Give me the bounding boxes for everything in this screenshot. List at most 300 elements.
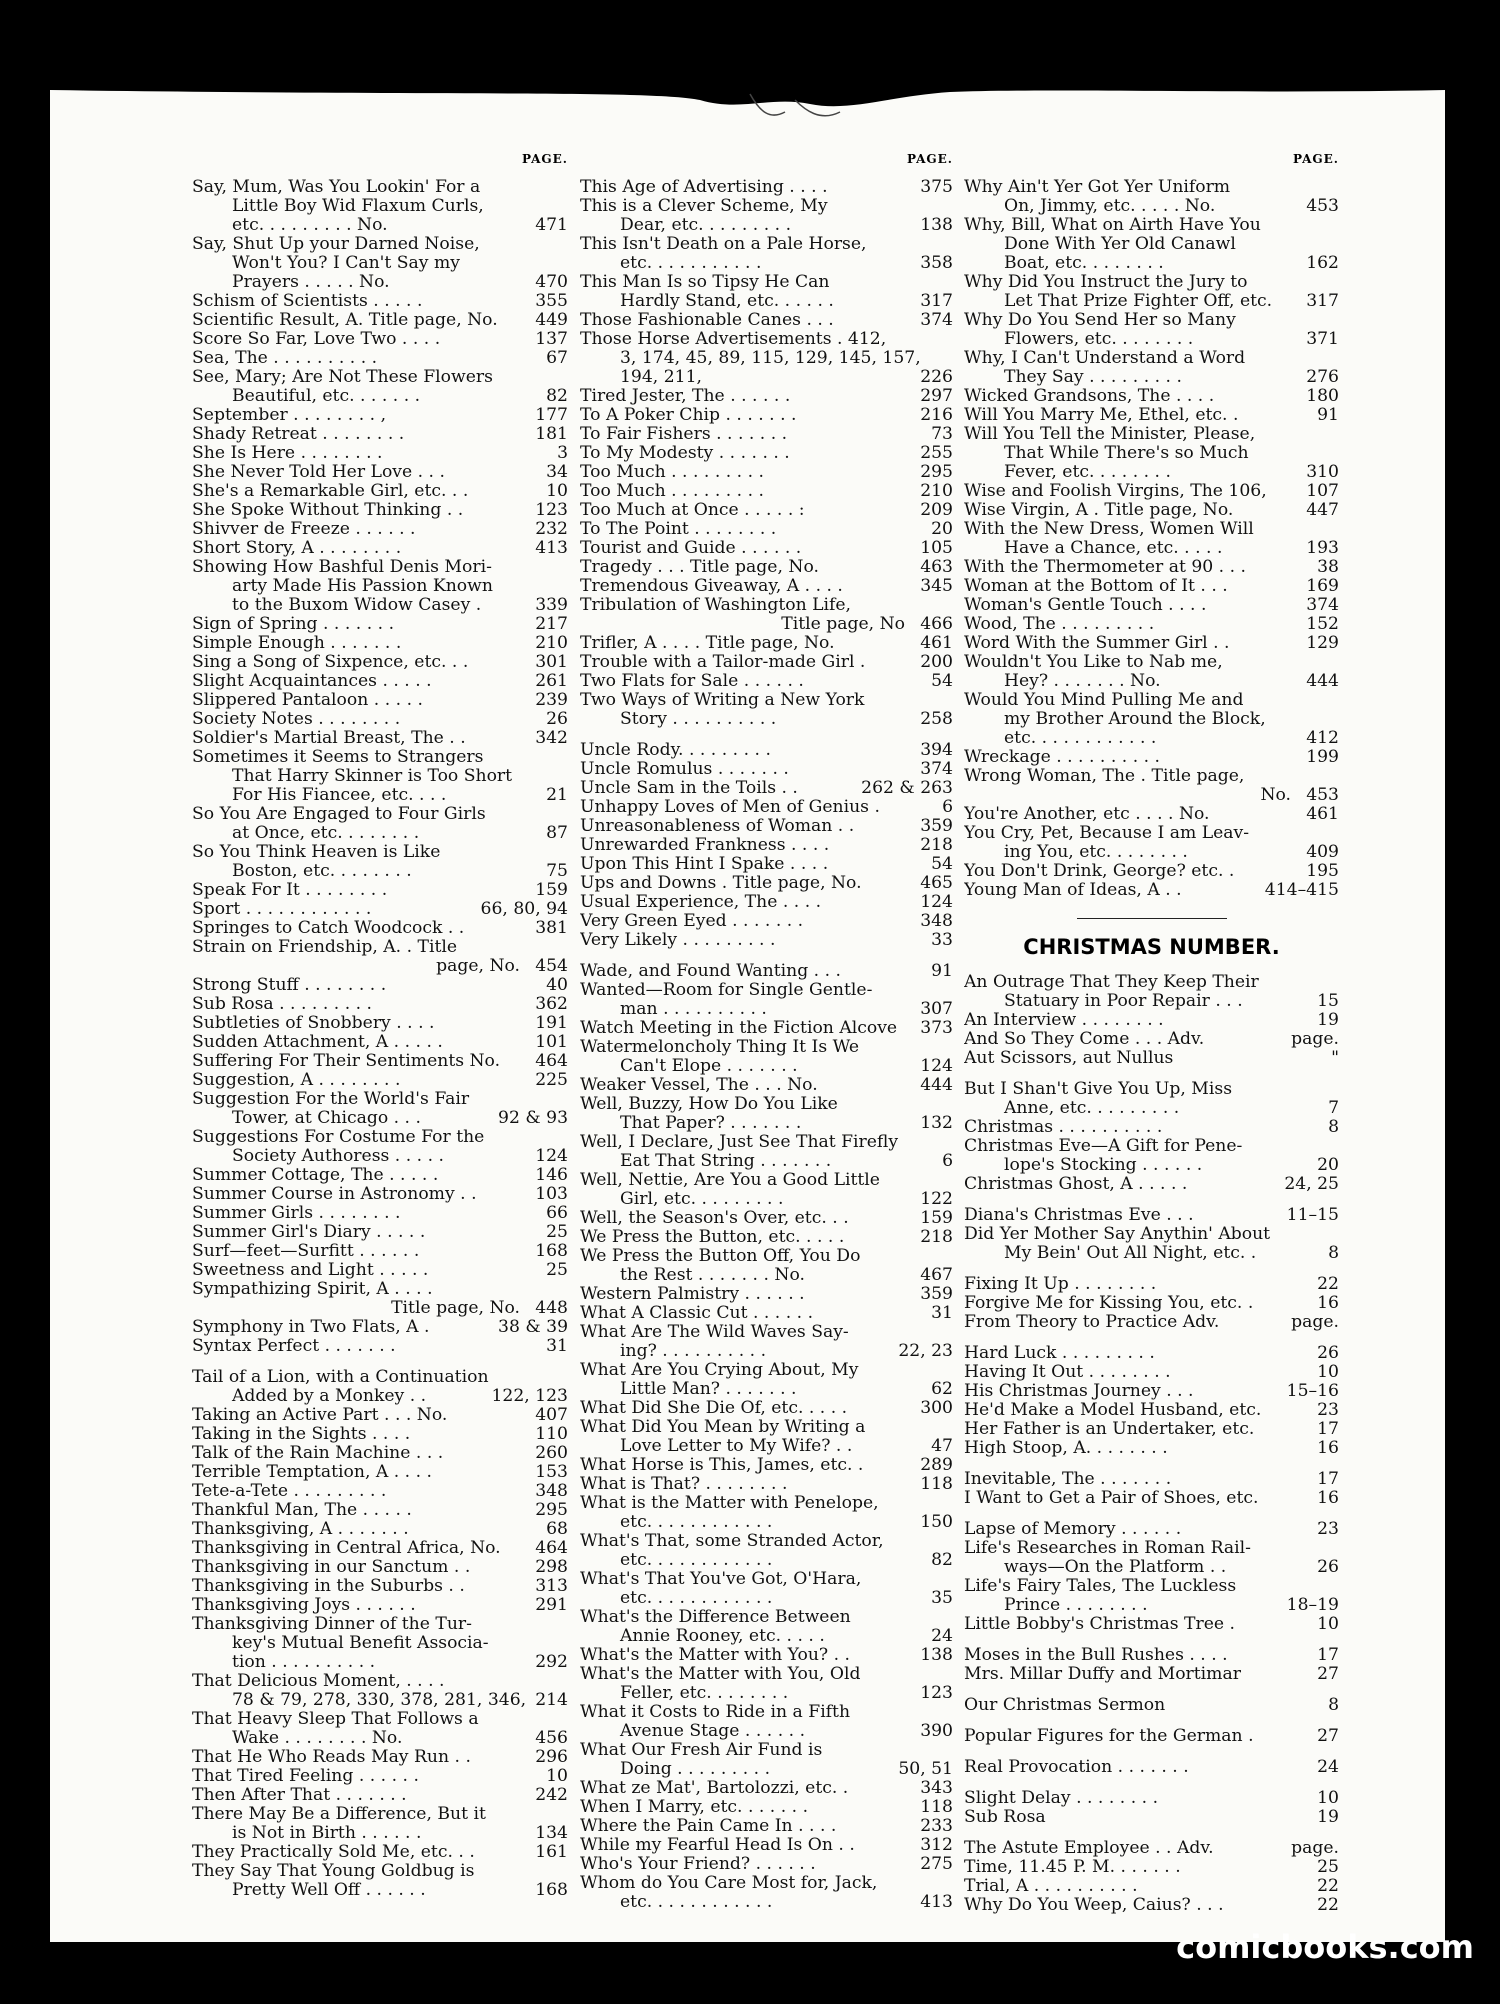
entry-title-line: What Did You Mean by Writing a xyxy=(580,1418,866,1437)
entry-page-number: 317 xyxy=(1301,292,1339,311)
entry-page-number: 22 xyxy=(1312,1896,1339,1915)
entry-page-number: 225 xyxy=(530,1071,568,1090)
entry-page-number: 8 xyxy=(1323,1696,1339,1715)
entry-page-number: 471 xyxy=(530,216,568,235)
index-entry xyxy=(964,615,1339,634)
index-entry xyxy=(192,1425,568,1444)
entry-title-line: Fixing It Up . . . . . . . . xyxy=(964,1275,1157,1294)
entry-title-line: Suggestion For the World's Fair xyxy=(192,1090,470,1109)
entry-title-line: Title page, No. xyxy=(391,1299,520,1318)
index-entry xyxy=(192,843,568,881)
entry-gap xyxy=(964,1777,1339,1789)
entry-title-line: Won't You? I Can't Say my xyxy=(232,254,460,273)
entry-page-number: 91 xyxy=(1312,406,1339,425)
index-entry xyxy=(192,995,568,1014)
index-entry xyxy=(964,1382,1339,1401)
entry-page-number: 82 xyxy=(541,387,568,406)
entry-page-number: 233 xyxy=(915,1817,953,1836)
entry-title-line: Thanksgiving in Central Africa, No. xyxy=(192,1539,501,1558)
entry-title-line: Feller, etc. . . . . . . . xyxy=(620,1684,789,1703)
entry-page-number: 413 xyxy=(530,539,568,558)
entry-title-line: Sudden Attachment, A . . . . . xyxy=(192,1033,443,1052)
entry-title-line: Young Man of Ideas, A . . xyxy=(964,881,1182,900)
entry-title-line: We Press the Button, etc. . . . . xyxy=(580,1228,845,1247)
index-entry xyxy=(580,1095,953,1133)
entry-page-number: 62 xyxy=(926,1380,953,1399)
index-entry xyxy=(580,1209,953,1228)
entry-title-line: Suggestions For Costume For the xyxy=(192,1128,485,1147)
index-entry xyxy=(964,1118,1339,1137)
entry-title-line: Wicked Grandsons, The . . . . xyxy=(964,387,1215,406)
entry-page-number: 261 xyxy=(530,672,568,691)
entry-page-number: 16 xyxy=(1312,1294,1339,1313)
entry-title-line: You Cry, Pet, Because I am Leav- xyxy=(964,824,1250,843)
index-entry xyxy=(192,1185,568,1204)
entry-page-number: 307 xyxy=(915,1000,953,1019)
entry-title-line: Would You Mind Pulling Me and xyxy=(964,691,1244,710)
index-entry xyxy=(580,779,953,798)
entry-page-number: 444 xyxy=(915,1076,953,1095)
entry-title-line: High Stoop, A. . . . . . . . xyxy=(964,1439,1168,1458)
entry-title-line: Surf—feet—Surfitt . . . . . . xyxy=(192,1242,420,1261)
index-entry xyxy=(580,981,953,1019)
index-entry xyxy=(580,1494,953,1532)
entry-title-line: Sport . . . . . . . . . . . . xyxy=(192,900,372,919)
entry-title-line: Sub Rosa xyxy=(964,1808,1046,1827)
index-entry xyxy=(192,463,568,482)
index-entry xyxy=(964,1206,1339,1225)
entry-title-line: etc. . . . . . . . . . . . xyxy=(620,1513,773,1532)
entry-gap xyxy=(964,1332,1339,1344)
entry-title-line: Subtleties of Snobbery . . . . xyxy=(192,1014,435,1033)
index-entry xyxy=(192,1672,568,1710)
entry-page-number: 291 xyxy=(530,1596,568,1615)
entry-title-line: Uncle Rody. . . . . . . . . xyxy=(580,741,771,760)
entry-title-line: Sympathizing Spirit, A . . . . xyxy=(192,1280,433,1299)
entry-page-number: 129 xyxy=(1301,634,1339,653)
entry-title-line: Wreckage . . . . . . . . . . xyxy=(964,748,1161,767)
entry-title-line: His Christmas Journey . . . xyxy=(964,1382,1194,1401)
entry-title-line: Can't Elope . . . . . . . xyxy=(620,1057,798,1076)
entry-page-number: 38 xyxy=(1312,558,1339,577)
entry-page-number: 138 xyxy=(915,1646,953,1665)
entry-title-line: Moses in the Bull Rushes . . . . xyxy=(964,1646,1228,1665)
entry-page-number: 275 xyxy=(915,1855,953,1874)
index-entry xyxy=(192,653,568,672)
entry-title-line: What Our Fresh Air Fund is xyxy=(580,1741,823,1760)
entry-title-line: An Outrage That They Keep Their xyxy=(964,973,1259,992)
index-entry xyxy=(580,1304,953,1323)
entry-title-line: Well, the Season's Over, etc. . . xyxy=(580,1209,849,1228)
entry-title-line: Well, Buzzy, How Do You Like xyxy=(580,1095,838,1114)
entry-title-line: She Spoke Without Thinking . . xyxy=(192,501,464,520)
index-entry xyxy=(964,824,1339,862)
entry-title-line: Syntax Perfect . . . . . . . xyxy=(192,1337,396,1356)
entry-page-number: 193 xyxy=(1301,539,1339,558)
entry-page-number: 339 xyxy=(530,596,568,615)
entry-page-number: 159 xyxy=(915,1209,953,1228)
entry-title-line: But I Shan't Give You Up, Miss xyxy=(964,1080,1233,1099)
entry-page-number: 73 xyxy=(926,425,953,444)
index-entry xyxy=(964,1665,1339,1684)
entry-title-line: man . . . . . . . . . . xyxy=(620,1000,767,1019)
entry-title-line: the Rest . . . . . . . No. xyxy=(620,1266,805,1285)
entry-title-line: etc. . . . . . . . . . . . xyxy=(1004,729,1157,748)
entry-title-line: Little Man? . . . . . . . xyxy=(620,1380,797,1399)
entry-page-number: 92 & 93 xyxy=(493,1109,568,1128)
entry-title-line: Strain on Friendship, A. . Title xyxy=(192,938,458,957)
entry-title-line: What is That? . . . . . . . . xyxy=(580,1475,788,1494)
entry-page-number: 66 xyxy=(541,1204,568,1223)
entry-title-line: Christmas . . . . . . . . . . xyxy=(964,1118,1163,1137)
entry-title-line: Thanksgiving in the Suburbs . . xyxy=(192,1577,465,1596)
index-entry xyxy=(192,1786,568,1805)
index-entry xyxy=(192,520,568,539)
entry-page-number: 22 xyxy=(1312,1275,1339,1294)
index-entry xyxy=(580,1247,953,1285)
index-entry xyxy=(964,501,1339,520)
entry-title-line: The Astute Employee . . Adv. xyxy=(964,1839,1214,1858)
entry-page-number: 362 xyxy=(530,995,568,1014)
entry-title-line: What is the Matter with Penelope, xyxy=(580,1494,879,1513)
entry-page-number: 394 xyxy=(915,741,953,760)
entry-title-line: Uncle Sam in the Toils . . xyxy=(580,779,798,798)
entry-page-number: 152 xyxy=(1301,615,1339,634)
entry-title-line: Life's Fairy Tales, The Luckless xyxy=(964,1577,1237,1596)
index-entry xyxy=(580,1608,953,1646)
torn-edge-decoration xyxy=(50,82,1445,142)
entry-gap xyxy=(964,1263,1339,1275)
index-entry xyxy=(964,1401,1339,1420)
entry-title-line: See, Mary; Are Not These Flowers xyxy=(192,368,493,387)
divider-rule xyxy=(1077,918,1227,919)
entry-title-line: Short Story, A . . . . . . . . xyxy=(192,539,402,558)
index-entry xyxy=(964,1344,1339,1363)
entry-page-number: 448 xyxy=(530,1299,568,1318)
entry-page-number: 7 xyxy=(1323,1099,1339,1118)
entry-title-line: Thanksgiving in our Sanctum . . xyxy=(192,1558,471,1577)
entry-page-number: 195 xyxy=(1301,862,1339,881)
entry-title-line: Those Fashionable Canes . . . xyxy=(580,311,834,330)
index-entry xyxy=(964,881,1339,900)
entry-gap xyxy=(964,1715,1339,1727)
entry-title-line: Usual Experience, The . . . . xyxy=(580,893,822,912)
index-entry xyxy=(964,1175,1339,1194)
entry-page-number: 17 xyxy=(1312,1420,1339,1439)
entry-title-line: What Did She Die Of, etc. . . . . xyxy=(580,1399,848,1418)
entry-page-number: 150 xyxy=(915,1513,953,1532)
entry-page-number: 461 xyxy=(1301,805,1339,824)
entry-title-line: What it Costs to Ride in a Fifth xyxy=(580,1703,851,1722)
index-entry xyxy=(964,1011,1339,1030)
entry-page-number: 66, 80, 94 xyxy=(476,900,568,919)
entry-page-number: 297 xyxy=(915,387,953,406)
index-entry xyxy=(580,406,953,425)
entry-title-line: Showing How Bashful Denis Mori- xyxy=(192,558,492,577)
entry-page-number: 374 xyxy=(1301,596,1339,615)
entry-page-number: 200 xyxy=(915,653,953,672)
entry-title-line: Real Provocation . . . . . . . xyxy=(964,1758,1189,1777)
entry-title-line: Simple Enough . . . . . . . xyxy=(192,634,402,653)
index-entry xyxy=(580,1399,953,1418)
entry-title-line: Why Did You Instruct the Jury to xyxy=(964,273,1248,292)
index-entry xyxy=(964,1294,1339,1313)
entry-title-line: That He Who Reads May Run . . xyxy=(192,1748,471,1767)
entry-title-line: What's the Matter with You? . . xyxy=(580,1646,851,1665)
entry-title-line: This Age of Advertising . . . . xyxy=(580,178,828,197)
entry-title-line: Flowers, etc. . . . . . . . xyxy=(1004,330,1194,349)
entry-title-line: Shivver de Freeze . . . . . . xyxy=(192,520,416,539)
index-entry xyxy=(580,1076,953,1095)
entry-title-line: Suggestion, A . . . . . . . . xyxy=(192,1071,401,1090)
entry-title-line: 3, 174, 45, 89, 115, 129, 145, 157, xyxy=(620,349,921,368)
entry-title-line: Wanted—Room for Single Gentle- xyxy=(580,981,873,1000)
entry-title-line: Wrong Woman, The . Title page, xyxy=(964,767,1245,786)
entry-title-line: My Bein' Out All Night, etc. . xyxy=(1004,1244,1257,1263)
entry-page-number: 26 xyxy=(541,710,568,729)
entry-page-number: 449 xyxy=(530,311,568,330)
index-entry xyxy=(192,1596,568,1615)
entry-title-line: To Fair Fishers . . . . . . . xyxy=(580,425,788,444)
entry-title-line: Taking in the Sights . . . . xyxy=(192,1425,411,1444)
entry-title-line: Sing a Song of Sixpence, etc. . . xyxy=(192,653,469,672)
entry-title-line: Ups and Downs . Title page, No. xyxy=(580,874,862,893)
index-entry xyxy=(192,1368,568,1406)
index-entry xyxy=(192,1223,568,1242)
index-entry xyxy=(192,1406,568,1425)
entry-page-number: 23 xyxy=(1312,1520,1339,1539)
index-entry xyxy=(580,501,953,520)
index-entry xyxy=(964,216,1339,273)
entry-page-number: 343 xyxy=(915,1779,953,1798)
entry-title-line: Why, I Can't Understand a Word xyxy=(964,349,1246,368)
entry-title-line: etc. . . . . . . . . . . . xyxy=(620,1551,773,1570)
entry-title-line: Summer Girl's Diary . . . . . xyxy=(192,1223,426,1242)
index-entry xyxy=(580,1418,953,1456)
index-entry xyxy=(964,1470,1339,1489)
index-entry xyxy=(964,767,1339,805)
entry-title-line: Sign of Spring . . . . . . . xyxy=(192,615,395,634)
index-entry xyxy=(964,1577,1339,1615)
index-column-3 xyxy=(964,152,1339,1915)
entry-title-line: tion . . . . . . . . . . xyxy=(232,1653,376,1672)
column-header: PAGE. xyxy=(1292,152,1339,166)
entry-title-line: Speak For It . . . . . . . . xyxy=(192,881,388,900)
index-entry xyxy=(192,406,568,425)
entry-page-number: 239 xyxy=(530,691,568,710)
entry-title-line: page, No. xyxy=(436,957,520,976)
entry-title-line: Our Christmas Sermon xyxy=(964,1696,1166,1715)
index-column-2 xyxy=(580,152,953,1912)
index-entry xyxy=(192,729,568,748)
entry-title-line: I Want to Get a Pair of Shoes, etc. xyxy=(964,1489,1259,1508)
index-entry xyxy=(580,1475,953,1494)
entry-page-number: 124 xyxy=(530,1147,568,1166)
entry-page-number: 8 xyxy=(1323,1118,1339,1137)
index-entry xyxy=(580,931,953,950)
entry-title-line: Why Do You Weep, Caius? . . . xyxy=(964,1896,1224,1915)
index-entry xyxy=(580,235,953,273)
index-entry xyxy=(192,615,568,634)
entry-page-number: 374 xyxy=(915,760,953,779)
entry-title-line: Tete-a-Tete . . . . . . . . . xyxy=(192,1482,387,1501)
index-entry xyxy=(192,1242,568,1261)
entry-title-line: Tired Jester, The . . . . . . xyxy=(580,387,791,406)
index-entry xyxy=(192,539,568,558)
entry-title-line: Love Letter to My Wife? . . xyxy=(620,1437,853,1456)
entry-title-line: Wouldn't You Like to Nab me, xyxy=(964,653,1223,672)
entry-title-line: Talk of the Rain Machine . . . xyxy=(192,1444,444,1463)
entry-page-number: 298 xyxy=(530,1558,568,1577)
entry-title-line: With the Thermometer at 90 . . . xyxy=(964,558,1246,577)
entry-title-line: No. xyxy=(1260,786,1291,805)
entry-title-line: Watch Meeting in the Fiction Alcove xyxy=(580,1019,898,1038)
entry-page-number: 454 xyxy=(530,957,568,976)
index-entry xyxy=(964,311,1339,349)
entry-page-number: 24 xyxy=(1312,1758,1339,1777)
entry-page-number: 138 xyxy=(915,216,953,235)
index-entry xyxy=(192,1204,568,1223)
entry-title-line: Two Ways of Writing a New York xyxy=(580,691,865,710)
entry-title-line: From Theory to Practice Adv. xyxy=(964,1313,1220,1332)
entry-title-line: Western Palmistry . . . . . . xyxy=(580,1285,805,1304)
index-entry xyxy=(580,1532,953,1570)
index-entry xyxy=(192,1577,568,1596)
entry-title-line: Title page, No xyxy=(781,615,905,634)
index-entry xyxy=(580,463,953,482)
entry-page-number: page. xyxy=(1286,1839,1339,1858)
entry-page-number: 463 xyxy=(915,558,953,577)
index-entry xyxy=(964,1225,1339,1263)
entry-page-number: 258 xyxy=(915,710,953,729)
entry-page-number: 118 xyxy=(915,1798,953,1817)
index-entry xyxy=(192,1615,568,1672)
entry-title-line: Unrewarded Frankness . . . . xyxy=(580,836,830,855)
entry-page-number: 27 xyxy=(1312,1727,1339,1746)
entry-title-line: She's a Remarkable Girl, etc. . . xyxy=(192,482,469,501)
entry-title-line: Mrs. Millar Duffy and Mortimar xyxy=(964,1665,1241,1684)
entry-title-line: is Not in Birth . . . . . . xyxy=(232,1824,422,1843)
entry-title-line: Tourist and Guide . . . . . . xyxy=(580,539,802,558)
entry-page-number: 47 xyxy=(926,1437,953,1456)
entry-title-line: Sea, The . . . . . . . . . . xyxy=(192,349,378,368)
entry-title-line: That Harry Skinner is Too Short xyxy=(232,767,513,786)
entry-title-line: Hardly Stand, etc. . . . . . xyxy=(620,292,834,311)
index-entry xyxy=(964,1137,1339,1175)
index-entry xyxy=(580,311,953,330)
entry-gap xyxy=(580,950,953,962)
entry-page-number: 10 xyxy=(1312,1363,1339,1382)
entry-title-line: Too Much at Once . . . . . : xyxy=(580,501,805,520)
entry-title-line: Trifler, A . . . . Title page, No. xyxy=(580,634,835,653)
entry-title-line: What's the Difference Between xyxy=(580,1608,851,1627)
entry-page-number: 40 xyxy=(541,976,568,995)
entry-title-line: This Isn't Death on a Pale Horse, xyxy=(580,235,867,254)
index-entry xyxy=(580,273,953,311)
entry-title-line: Trial, A . . . . . . . . . . xyxy=(964,1877,1138,1896)
entry-gap xyxy=(192,1356,568,1368)
entry-title-line: Say, Mum, Was You Lookin' For a xyxy=(192,178,481,197)
index-entry xyxy=(580,1836,953,1855)
index-entry xyxy=(192,1444,568,1463)
entry-page-number: 313 xyxy=(530,1577,568,1596)
entry-gap xyxy=(964,1746,1339,1758)
index-entry xyxy=(580,1171,953,1209)
index-entry xyxy=(964,425,1339,482)
index-entry xyxy=(580,577,953,596)
index-entry xyxy=(580,539,953,558)
entry-page-number: 453 xyxy=(1301,197,1339,216)
index-entry xyxy=(192,919,568,938)
entry-title-line: Why, Bill, What on Airth Have You xyxy=(964,216,1261,235)
entry-page-number: 300 xyxy=(915,1399,953,1418)
index-entry xyxy=(192,330,568,349)
entry-title-line: Thankful Man, The . . . . . xyxy=(192,1501,412,1520)
entry-page-number: 312 xyxy=(915,1836,953,1855)
entry-page-number: 374 xyxy=(915,311,953,330)
entry-title-line: Lapse of Memory . . . . . . xyxy=(964,1520,1182,1539)
entry-page-number: 345 xyxy=(915,577,953,596)
entry-title-line: Time, 11.45 P. M. . . . . . . xyxy=(964,1858,1181,1877)
entry-title-line: Uncle Romulus . . . . . . . xyxy=(580,760,789,779)
entry-page-number: 464 xyxy=(530,1052,568,1071)
index-entry xyxy=(964,1439,1339,1458)
entry-page-number: 132 xyxy=(915,1114,953,1133)
entry-page-number: 68 xyxy=(541,1520,568,1539)
entry-title-line: Those Horse Advertisements . 412, xyxy=(580,330,887,349)
index-entry xyxy=(580,1798,953,1817)
entry-title-line: Why Do You Send Her so Many xyxy=(964,311,1236,330)
entry-page-number: 17 xyxy=(1312,1470,1339,1489)
index-entry xyxy=(580,836,953,855)
entry-page-number: 10 xyxy=(541,1767,568,1786)
index-entry xyxy=(964,1727,1339,1746)
entry-title-line: Eat That String . . . . . . . xyxy=(620,1152,832,1171)
index-entry xyxy=(580,178,953,197)
index-entry xyxy=(964,1313,1339,1332)
entry-title-line: Girl, etc. . . . . . . . . xyxy=(620,1190,784,1209)
index-entry xyxy=(580,1285,953,1304)
entry-title-line: at Once, etc. . . . . . . . xyxy=(232,824,420,843)
entry-page-number: 358 xyxy=(915,254,953,273)
index-entry xyxy=(580,1133,953,1171)
entry-title-line: Shady Retreat . . . . . . . . xyxy=(192,425,405,444)
entry-title-line: Dear, etc. . . . . . . . . xyxy=(620,216,792,235)
entry-title-line: Wise and Foolish Virgins, The 106, xyxy=(964,482,1267,501)
entry-title-line: Boat, etc. . . . . . . . xyxy=(1004,254,1164,273)
entry-title-line: ing You, etc. . . . . . . . xyxy=(1004,843,1188,862)
entry-title-line: That Delicious Moment, . . . . xyxy=(192,1672,445,1691)
index-entry xyxy=(192,444,568,463)
entry-title-line: etc. . . . . . . . . . . . xyxy=(620,1893,773,1912)
entry-title-line: Woman's Gentle Touch . . . . xyxy=(964,596,1207,615)
entry-title-line: Life's Researches in Roman Rail- xyxy=(964,1539,1251,1558)
entry-title-line: Prayers . . . . . No. xyxy=(232,273,390,292)
index-entry xyxy=(192,349,568,368)
entry-title-line: Then After That . . . . . . . xyxy=(192,1786,407,1805)
index-entry xyxy=(192,1558,568,1577)
index-entry xyxy=(192,1520,568,1539)
index-entry xyxy=(192,1166,568,1185)
entry-page-number: 214 xyxy=(530,1691,568,1710)
entry-title-line: What's That You've Got, O'Hara, xyxy=(580,1570,862,1589)
entry-page-number: 22 xyxy=(1312,1877,1339,1896)
index-entry xyxy=(580,760,953,779)
index-entry xyxy=(192,900,568,919)
entry-title-line: September . . . . . . . . , xyxy=(192,406,387,425)
entry-title-line: Slight Delay . . . . . . . . xyxy=(964,1789,1159,1808)
index-entry xyxy=(964,691,1339,748)
